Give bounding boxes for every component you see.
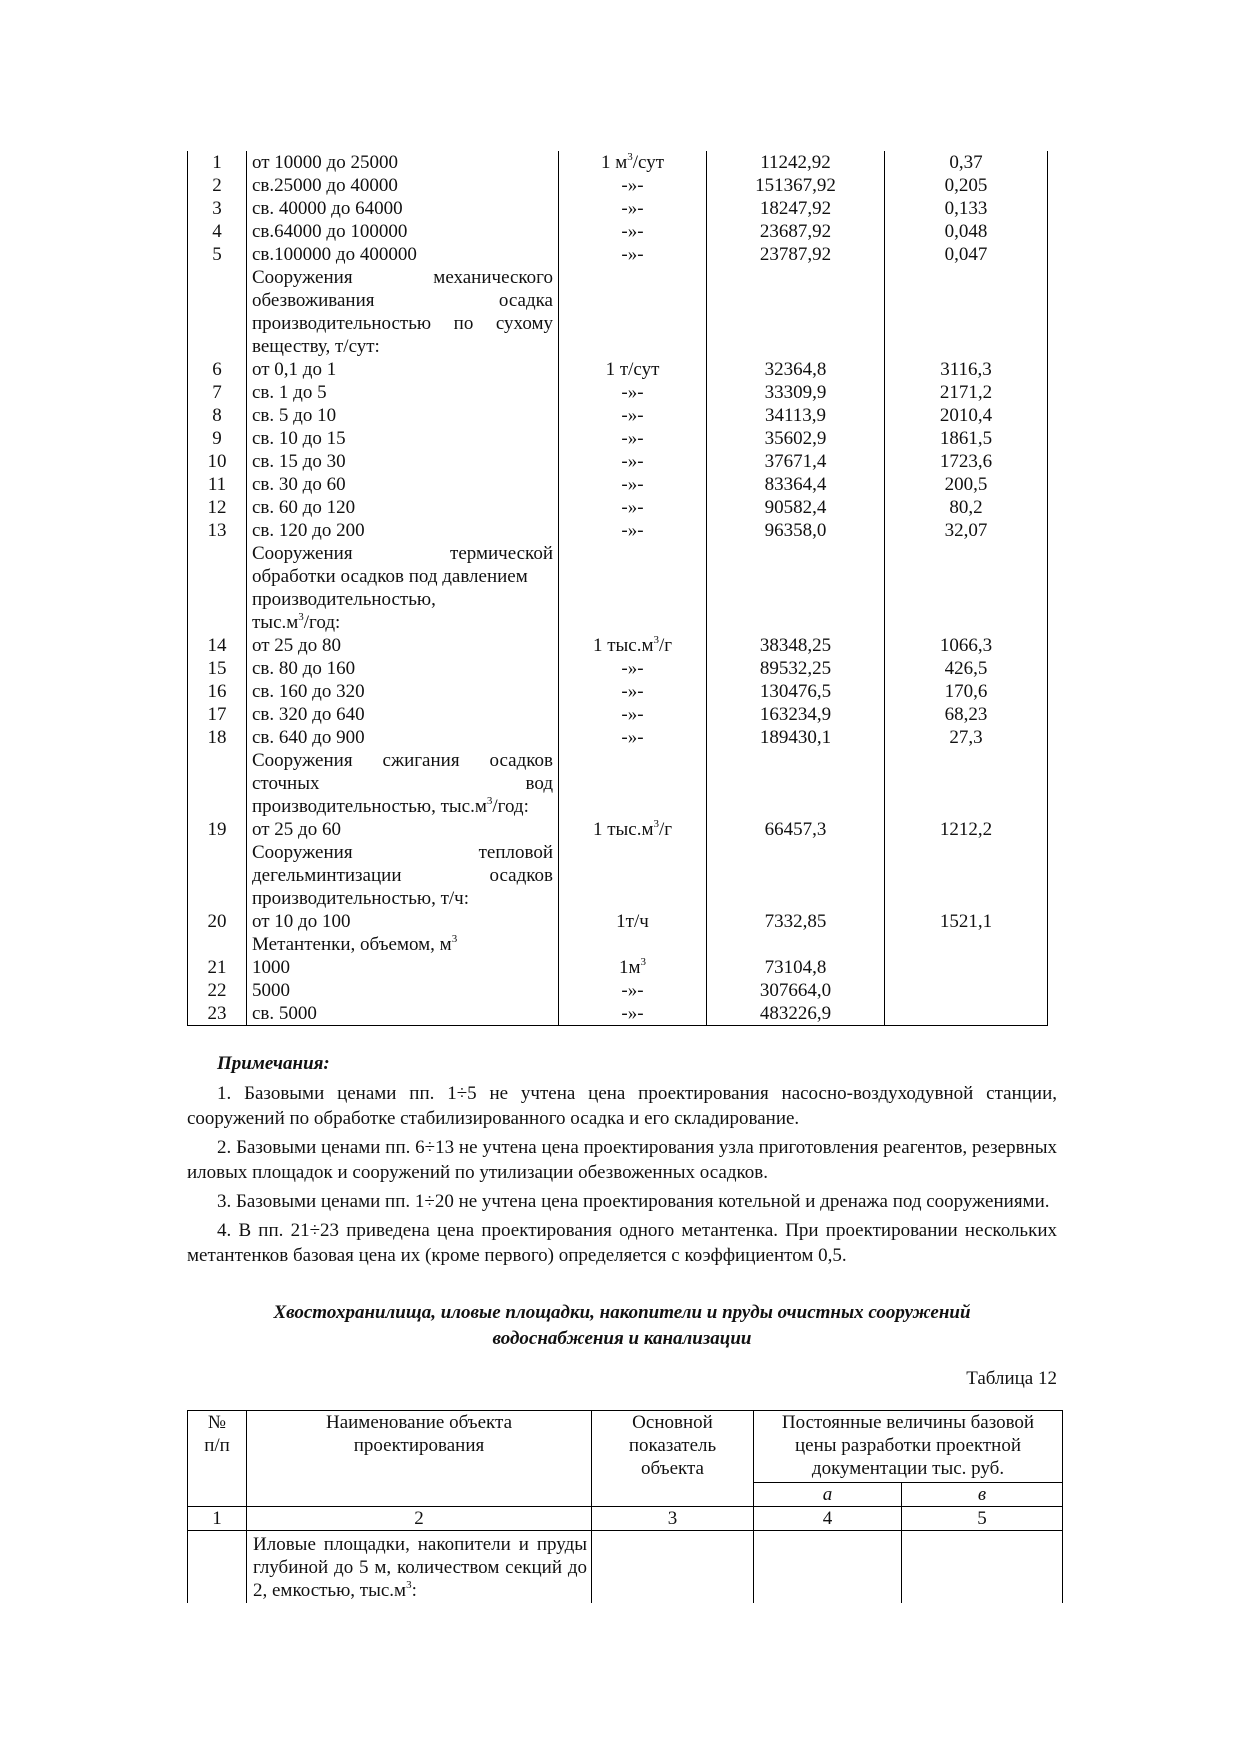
row-number: 7 bbox=[188, 381, 247, 404]
row-unit bbox=[559, 795, 707, 818]
row-unit bbox=[559, 772, 707, 795]
row-object-name: от 25 до 80 bbox=[247, 634, 559, 657]
row-number: 12 bbox=[188, 496, 247, 519]
row-value-a: 96358,0 bbox=[707, 519, 885, 542]
row-unit: -»- bbox=[559, 404, 707, 427]
row-value-b: 3116,3 bbox=[885, 358, 1048, 381]
table-row bbox=[188, 1002, 1048, 1026]
row-unit: -»- bbox=[559, 979, 707, 1002]
column-number: 1 bbox=[188, 1507, 247, 1531]
column-number: 3 bbox=[592, 1507, 754, 1531]
table-row bbox=[188, 565, 1048, 588]
row-object-name: св. 320 до 640 bbox=[247, 703, 559, 726]
row-object-name: св. 40000 до 64000 bbox=[247, 197, 559, 220]
row-unit: -»- bbox=[559, 220, 707, 243]
row-unit: -»- bbox=[559, 450, 707, 473]
row-unit bbox=[559, 312, 707, 335]
row-value-a: 307664,0 bbox=[707, 979, 885, 1002]
table-row bbox=[188, 381, 1048, 404]
row-object-name: от 10000 до 25000 bbox=[247, 151, 559, 174]
row-value-a bbox=[707, 864, 885, 887]
row-value-a: 38348,25 bbox=[707, 634, 885, 657]
row-unit bbox=[559, 565, 707, 588]
row-number: 2 bbox=[188, 174, 247, 197]
table-row bbox=[188, 726, 1048, 749]
column-number: 4 bbox=[754, 1507, 902, 1531]
row-value-a bbox=[707, 749, 885, 772]
row-value-b bbox=[885, 864, 1048, 887]
table-row bbox=[188, 427, 1048, 450]
table-cell bbox=[592, 1531, 754, 1603]
row-value-b bbox=[885, 979, 1048, 1002]
row-number bbox=[188, 588, 247, 611]
row-value-a: 23787,92 bbox=[707, 243, 885, 266]
row-unit: $1м^3$ bbox=[559, 956, 707, 979]
row-number: 3 bbox=[188, 197, 247, 220]
table-row bbox=[188, 841, 1048, 864]
row-value-b bbox=[885, 289, 1048, 312]
row-number bbox=[188, 864, 247, 887]
row-value-a bbox=[707, 933, 885, 956]
row-value-a: 11242,92 bbox=[707, 151, 885, 174]
row-unit bbox=[559, 933, 707, 956]
row-value-b bbox=[885, 565, 1048, 588]
row-unit: -»- bbox=[559, 519, 707, 542]
table-row bbox=[188, 749, 1048, 772]
header-main-indicator: Основной показатель объекта bbox=[592, 1411, 754, 1507]
header-number: № п/п bbox=[188, 1411, 247, 1507]
row-value-a: 35602,9 bbox=[707, 427, 885, 450]
table-row bbox=[188, 588, 1048, 611]
row-object-name: от 0,1 до 1 bbox=[247, 358, 559, 381]
table-cell bbox=[754, 1531, 902, 1603]
row-value-a bbox=[707, 266, 885, 289]
table-row bbox=[188, 519, 1048, 542]
row-object-name: св. 15 до 30 bbox=[247, 450, 559, 473]
row-value-a bbox=[707, 312, 885, 335]
row-number bbox=[188, 611, 247, 634]
row-object-name: от 10 до 100 bbox=[247, 910, 559, 933]
row-number: 10 bbox=[188, 450, 247, 473]
row-object-name: производительностью по сухому bbox=[247, 312, 559, 335]
row-value-b: 0,047 bbox=[885, 243, 1048, 266]
table-row bbox=[188, 657, 1048, 680]
row-number bbox=[188, 266, 247, 289]
row-value-b: 426,5 bbox=[885, 657, 1048, 680]
row-value-a: 163234,9 bbox=[707, 703, 885, 726]
table-row bbox=[188, 266, 1048, 289]
row-object-name: производительностью, т/ч: bbox=[247, 887, 559, 910]
table-row bbox=[188, 910, 1048, 933]
row-number bbox=[188, 565, 247, 588]
row-number: 15 bbox=[188, 657, 247, 680]
row-object-name: веществу, т/сут: bbox=[247, 335, 559, 358]
row-object-name: дегельминтизации осадков bbox=[247, 864, 559, 887]
row-object-name: св. 10 до 15 bbox=[247, 427, 559, 450]
row-object-name: св.25000 до 40000 bbox=[247, 174, 559, 197]
row-unit: -»- bbox=[559, 657, 707, 680]
row-value-b bbox=[885, 611, 1048, 634]
table-row bbox=[188, 450, 1048, 473]
row-value-b: 0,133 bbox=[885, 197, 1048, 220]
row-value-a bbox=[707, 588, 885, 611]
row-value-a: 151367,92 bbox=[707, 174, 885, 197]
row-value-b: 0,048 bbox=[885, 220, 1048, 243]
row-value-a: 34113,9 bbox=[707, 404, 885, 427]
row-value-a: 73104,8 bbox=[707, 956, 885, 979]
column-number: 2 bbox=[247, 1507, 592, 1531]
section-heading-line: Хвостохранилища, иловые площадки, накопители и пруды очистных сооружений bbox=[273, 1302, 971, 1323]
row-unit: 1 $тыс.м^3/г$ bbox=[559, 634, 707, 657]
row-value-a: 130476,5 bbox=[707, 680, 885, 703]
row-number: 21 bbox=[188, 956, 247, 979]
section-heading bbox=[187, 1300, 1057, 1352]
row-object-name: 5000 bbox=[247, 979, 559, 1002]
row-object-name: св. 5000 bbox=[247, 1002, 559, 1026]
row-number bbox=[188, 335, 247, 358]
header-object-name: Наименование объекта проектирования bbox=[247, 1411, 592, 1507]
table-row bbox=[188, 887, 1048, 910]
note-item: 1. Базовыми ценами пп. 1÷5 не учтена цена проектирования насосно-воздуходувной станции, сооружений по обработке стабилизированного осадка и его складирование. bbox=[187, 1083, 1057, 1129]
row-value-a: 83364,4 bbox=[707, 473, 885, 496]
table-cell bbox=[902, 1531, 1063, 1603]
row-number: 17 bbox=[188, 703, 247, 726]
row-number: 4 bbox=[188, 220, 247, 243]
row-value-a bbox=[707, 289, 885, 312]
header-constant-values: Постоянные величины базовой цены разработки проектной документации тыс. руб. bbox=[754, 1411, 1063, 1483]
row-value-b: 2010,4 bbox=[885, 404, 1048, 427]
row-number bbox=[188, 542, 247, 565]
row-number bbox=[188, 312, 247, 335]
row-object-name: Сооружения термической bbox=[247, 542, 559, 565]
row-object-name: 1000 bbox=[247, 956, 559, 979]
row-unit bbox=[559, 266, 707, 289]
row-object-name: св. 30 до 60 bbox=[247, 473, 559, 496]
row-value-b bbox=[885, 841, 1048, 864]
row-number bbox=[188, 887, 247, 910]
row-unit: -»- bbox=[559, 496, 707, 519]
row-value-a bbox=[707, 772, 885, 795]
row-value-b: 1521,1 bbox=[885, 910, 1048, 933]
row-number: 18 bbox=[188, 726, 247, 749]
row-value-a bbox=[707, 542, 885, 565]
row-number: 20 bbox=[188, 910, 247, 933]
row-object-name: Сооружения сжигания осадков bbox=[247, 749, 559, 772]
table-row bbox=[188, 818, 1048, 841]
table-row bbox=[188, 542, 1048, 565]
row-number bbox=[188, 749, 247, 772]
row-object-name: св. 640 до 900 bbox=[247, 726, 559, 749]
row-unit: -»- bbox=[559, 703, 707, 726]
table-row bbox=[188, 404, 1048, 427]
note-item: 2. Базовыми ценами пп. 6÷13 не учтена цена проектирования узла приготовления реагентов, резервных иловых площадок и сооружений по утилизации обезвоженных осадков. bbox=[187, 1137, 1057, 1183]
table-row bbox=[188, 795, 1048, 818]
row-object-name: производительностью, $тыс.м^3$/год: bbox=[247, 795, 559, 818]
row-unit bbox=[559, 335, 707, 358]
row-value-b bbox=[885, 749, 1048, 772]
row-value-b: 200,5 bbox=[885, 473, 1048, 496]
table-row bbox=[188, 220, 1048, 243]
table-row bbox=[188, 174, 1048, 197]
note-item: 4. В пп. 21÷23 приведена цена проектирования одного метантенка. При проектировании нескольких метантенков базовая цена их (кроме первого) определяется с коэффициентом 0,5. bbox=[187, 1220, 1057, 1266]
table-row bbox=[188, 289, 1048, 312]
row-unit bbox=[559, 841, 707, 864]
row-number: 9 bbox=[188, 427, 247, 450]
row-number: 13 bbox=[188, 519, 247, 542]
row-value-a bbox=[707, 335, 885, 358]
row-value-a: 90582,4 bbox=[707, 496, 885, 519]
row-value-b bbox=[885, 956, 1048, 979]
row-value-b: 32,07 bbox=[885, 519, 1048, 542]
row-value-b: 1723,6 bbox=[885, 450, 1048, 473]
row-number bbox=[188, 795, 247, 818]
row-value-b: 1066,3 bbox=[885, 634, 1048, 657]
row-value-a: 7332,85 bbox=[707, 910, 885, 933]
table-row bbox=[188, 358, 1048, 381]
row-unit: 1т/ч bbox=[559, 910, 707, 933]
row-number bbox=[188, 772, 247, 795]
row-number bbox=[188, 933, 247, 956]
row-value-a: 18247,92 bbox=[707, 197, 885, 220]
row-value-a bbox=[707, 611, 885, 634]
section-heading-line: водоснабжения и канализации bbox=[492, 1328, 752, 1349]
row-unit: 1 т/сут bbox=[559, 358, 707, 381]
table-row bbox=[188, 703, 1048, 726]
row-value-a bbox=[707, 795, 885, 818]
row-number bbox=[188, 289, 247, 312]
row-object-name: Метантенки, объемом, $м^3$ bbox=[247, 933, 559, 956]
table-row bbox=[188, 680, 1048, 703]
note-item: 3. Базовыми ценами пп. 1÷20 не учтена цена проектирования котельной и дренажа под сооружениями. bbox=[217, 1191, 1050, 1212]
row-unit: 1 $тыс.м^3/г$ bbox=[559, 818, 707, 841]
row-number: 16 bbox=[188, 680, 247, 703]
row-object-name: $тыс.м^3$/год: bbox=[247, 611, 559, 634]
row-value-b bbox=[885, 588, 1048, 611]
table-12 bbox=[187, 1410, 1063, 1603]
notes-block bbox=[187, 1051, 1057, 1272]
table-cell bbox=[188, 1531, 247, 1603]
row-value-a: 189430,1 bbox=[707, 726, 885, 749]
row-value-b: 170,6 bbox=[885, 680, 1048, 703]
row-unit: -»- bbox=[559, 243, 707, 266]
row-object-name: производительностью, bbox=[247, 588, 559, 611]
row-unit: -»- bbox=[559, 381, 707, 404]
row-value-b bbox=[885, 772, 1048, 795]
row-value-b bbox=[885, 312, 1048, 335]
row-unit bbox=[559, 887, 707, 910]
row-object-name: св. 1 до 5 bbox=[247, 381, 559, 404]
row-value-a bbox=[707, 841, 885, 864]
row-object-name: сточных вод bbox=[247, 772, 559, 795]
row-value-a bbox=[707, 565, 885, 588]
row-value-b: 1212,2 bbox=[885, 818, 1048, 841]
row-unit bbox=[559, 749, 707, 772]
table-row bbox=[188, 634, 1048, 657]
row-value-b bbox=[885, 266, 1048, 289]
row-value-a: 37671,4 bbox=[707, 450, 885, 473]
row-value-a: 33309,9 bbox=[707, 381, 885, 404]
row-object-name: св. 120 до 200 bbox=[247, 519, 559, 542]
table-row bbox=[188, 197, 1048, 220]
row-number: 23 bbox=[188, 1002, 247, 1026]
row-unit: -»- bbox=[559, 726, 707, 749]
row-object-name: от 25 до 60 bbox=[247, 818, 559, 841]
table-row bbox=[188, 611, 1048, 634]
row-unit: -»- bbox=[559, 197, 707, 220]
row-number: 14 bbox=[188, 634, 247, 657]
row-object-name: св. 60 до 120 bbox=[247, 496, 559, 519]
row-unit bbox=[559, 542, 707, 565]
row-value-b bbox=[885, 933, 1048, 956]
row-unit: -»- bbox=[559, 680, 707, 703]
table-row bbox=[188, 933, 1048, 956]
row-unit: -»- bbox=[559, 473, 707, 496]
table-row bbox=[188, 956, 1048, 979]
row-value-b: 1861,5 bbox=[885, 427, 1048, 450]
row-value-a: 32364,8 bbox=[707, 358, 885, 381]
notes-heading: Примечания: bbox=[217, 1053, 330, 1074]
table-row bbox=[188, 496, 1048, 519]
row-number: 6 bbox=[188, 358, 247, 381]
row-value-b bbox=[885, 335, 1048, 358]
table-cell-object-name: Иловые площадки, накопители и пруды глубиной до 5 м, количеством секций до 2, емкостью, $тыс.м^3$: bbox=[247, 1531, 592, 1603]
row-value-b: 0,37 bbox=[885, 151, 1048, 174]
row-object-name: св. 80 до 160 bbox=[247, 657, 559, 680]
row-object-name: обезвоживания осадка bbox=[247, 289, 559, 312]
row-unit: 1 $м^3$/сут bbox=[559, 151, 707, 174]
row-number: 22 bbox=[188, 979, 247, 1002]
row-value-b bbox=[885, 887, 1048, 910]
row-object-name: обработки осадков под давлением bbox=[247, 565, 559, 588]
row-object-name: св. 160 до 320 bbox=[247, 680, 559, 703]
table-row bbox=[188, 335, 1048, 358]
row-number: 1 bbox=[188, 151, 247, 174]
row-value-b: 68,23 bbox=[885, 703, 1048, 726]
row-value-b: 80,2 bbox=[885, 496, 1048, 519]
row-unit bbox=[559, 588, 707, 611]
row-unit bbox=[559, 864, 707, 887]
row-value-b bbox=[885, 1002, 1048, 1026]
header-a: а bbox=[754, 1483, 902, 1507]
row-number: 5 bbox=[188, 243, 247, 266]
row-value-b: 0,205 bbox=[885, 174, 1048, 197]
table-row bbox=[188, 979, 1048, 1002]
row-value-b: 27,3 bbox=[885, 726, 1048, 749]
row-value-b bbox=[885, 542, 1048, 565]
header-b: в bbox=[902, 1483, 1063, 1507]
row-value-a: 66457,3 bbox=[707, 818, 885, 841]
row-unit bbox=[559, 289, 707, 312]
row-object-name: св.100000 до 400000 bbox=[247, 243, 559, 266]
row-value-b bbox=[885, 795, 1048, 818]
row-object-name: Сооружения тепловой bbox=[247, 841, 559, 864]
row-value-a: 23687,92 bbox=[707, 220, 885, 243]
row-unit: -»- bbox=[559, 174, 707, 197]
table-label: Таблица 12 bbox=[966, 1368, 1057, 1389]
row-object-name: св. 5 до 10 bbox=[247, 404, 559, 427]
row-value-a bbox=[707, 887, 885, 910]
row-number bbox=[188, 841, 247, 864]
table-row bbox=[188, 473, 1048, 496]
table-row bbox=[188, 312, 1048, 335]
table-row bbox=[188, 864, 1048, 887]
table-row bbox=[188, 772, 1048, 795]
row-value-b: 2171,2 bbox=[885, 381, 1048, 404]
column-number: 5 bbox=[902, 1507, 1063, 1531]
row-number: 8 bbox=[188, 404, 247, 427]
row-number: 19 bbox=[188, 818, 247, 841]
row-object-name: Сооружения механического bbox=[247, 266, 559, 289]
row-unit bbox=[559, 611, 707, 634]
row-number: 11 bbox=[188, 473, 247, 496]
row-object-name: св.64000 до 100000 bbox=[247, 220, 559, 243]
table-row bbox=[188, 151, 1048, 174]
table-row bbox=[188, 243, 1048, 266]
price-table-continued bbox=[187, 151, 1048, 1026]
row-value-a: 89532,25 bbox=[707, 657, 885, 680]
row-value-a: 483226,9 bbox=[707, 1002, 885, 1026]
row-unit: -»- bbox=[559, 1002, 707, 1026]
row-unit: -»- bbox=[559, 427, 707, 450]
